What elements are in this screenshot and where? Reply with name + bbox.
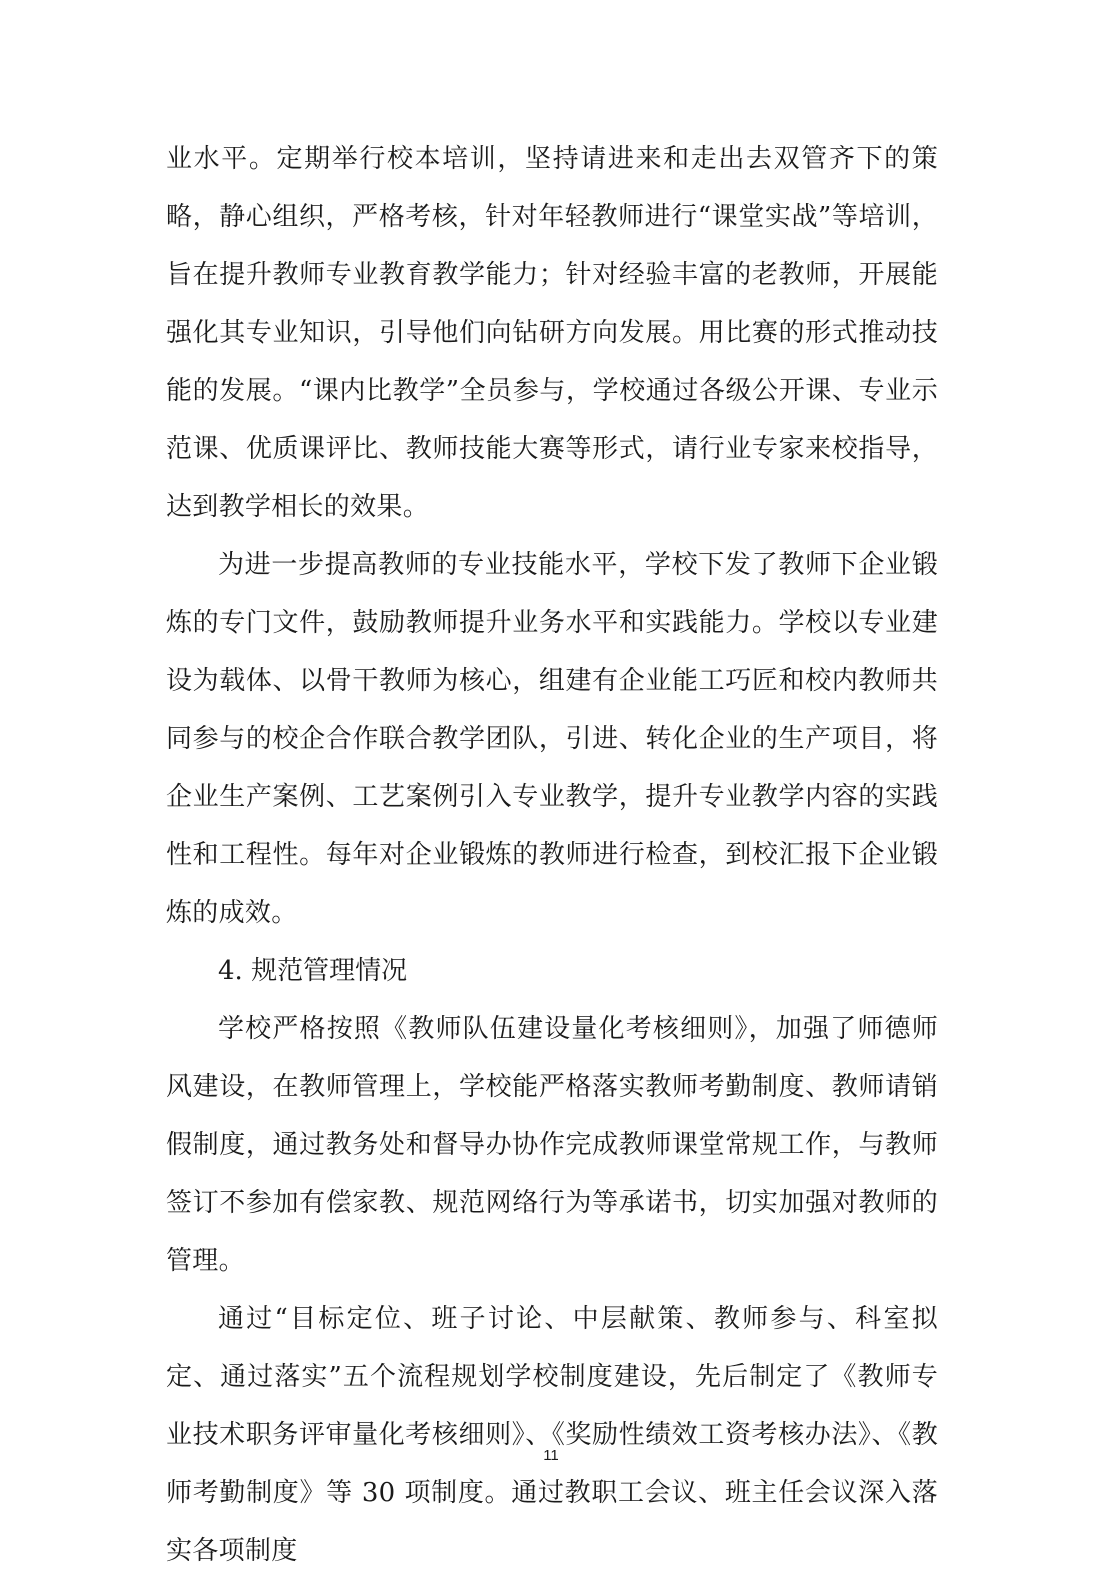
paragraph-3: 学校严格按照《教师队伍建设量化考核细则》，加强了师德师风建设，在教师管理上，学校能严格落实教师考勤制度、教师请销假制度，通过教务处和督导办协作完成教师课堂常规工作，与教师签订不参加有偿家教、规范网络行为等承诺书，切实加强对教师的管理。 xyxy=(166,1014,938,1276)
document-body xyxy=(166,130,938,1580)
paragraph-2: 为进一步提高教师的专业技能水平，学校下发了教师下企业锻炼的专门文件，鼓励教师提升业务水平和实践能力。学校以专业建设为载体、以骨干教师为核心，组建有企业能工巧匠和校内教师共同参与的校企合作联合教学团队，引进、转化企业的生产项目，将企业生产案例、工艺案例引入专业教学，提升专业教学内容的实践性和工程性。每年对企业锻炼的教师进行检查，到校汇报下企业锻炼的成效。 xyxy=(166,550,938,928)
page-number: 11 xyxy=(543,1447,559,1464)
paragraph-4: 通过“目标定位、班子讨论、中层献策、教师参与、科室拟定、通过落实”五个流程规划学校制度建设，先后制定了《教师专业技术职务评审量化考核细则》、《奖励性绩效工资考核办法》、《教师考勤制度》等 30 项制度。通过教职工会议、班主任会议深入落实各项制度 xyxy=(166,1304,938,1566)
section-heading: 4. 规范管理情况 xyxy=(218,956,408,986)
paragraph-1: 业水平。定期举行校本培训，坚持请进来和走出去双管齐下的策略，静心组织，严格考核，针对年轻教师进行“课堂实战”等培训，旨在提升教师专业教育教学能力；针对经验丰富的老教师，开展能强化其专业知识，引导他们向钻研方向发展。用比赛的形式推动技能的发展。“课内比教学”全员参与，学校通过各级公开课、专业示范课、优质课评比、教师技能大赛等形式，请行业专家来校指导，达到教学相长的效果。 xyxy=(166,144,938,522)
